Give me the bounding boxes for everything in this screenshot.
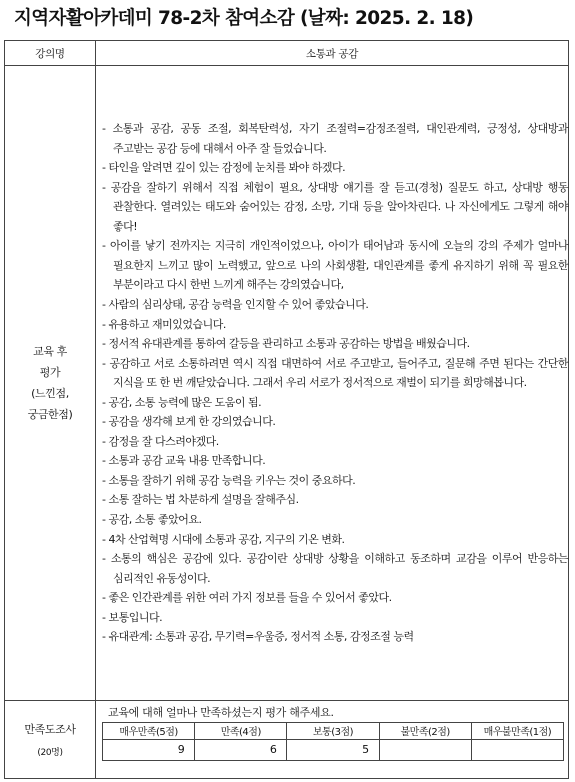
survey-question: 교육에 대해 얼마나 만족하셨는지 평가 해주세요.	[108, 705, 334, 719]
comment-item: - 사람의 심리상태, 공감 능력을 인지할 수 있어 좋았습니다.	[102, 298, 369, 311]
lecture-name-value: 소통과 공감	[96, 41, 569, 66]
comment-text: 타인을 알려면 깊이 있는 감정에 눈치를 봐야 하겠다.	[108, 161, 346, 175]
survey-header-cell: 보통(3점)	[287, 722, 379, 739]
survey-value-row	[103, 739, 564, 760]
survey-value-cell: 6	[195, 739, 287, 760]
evaluation-row	[5, 66, 569, 701]
comment-text: 유대관계: 소통과 공감, 무기력=우울증, 정서적 소통, 감정조절 능력	[108, 630, 414, 644]
comment-text: 아이를 낳기 전까지는 지극히 개인적이었으나, 아이가 태어남과 동시에 오늘의 강의 주제가 얼마나 필요한지 느끼고 많이 노력했고, 앞으로 나의 사회생활, 대인관계를 좋게 유지하기 위해 꼭 필요한 부분이라고 다시 한번 느끼게 해주는 강의였습니다,	[110, 239, 568, 292]
comment-item: - 좋은 인간관계를 위한 여러 가지 정보를 들을 수 있어서 좋았다.	[102, 591, 392, 605]
survey-row	[5, 700, 569, 778]
comment-text: 소통의 핵심은 공감에 있다. 공감이란 상대방 상황을 이해하고 동조하며 교감을 이루어 반응하는 심리적인 유동성이다.	[110, 552, 568, 585]
comment-item: - 타인을 알려면 깊이 있는 감정에 눈치를 봐야 하겠다.	[102, 161, 346, 175]
evaluation-label-line: 궁금한점)	[27, 407, 73, 421]
comment-item: - 4차 산업혁명 시대에 소통과 공감, 지구의 기온 변화.	[102, 532, 345, 546]
survey-header-row	[103, 722, 564, 739]
comment-item: - 정서적 유대관계를 통하여 갈등을 관리하고 소통과 공감하는 방법을 배웠습니다.	[102, 337, 470, 351]
survey-results-table	[102, 722, 564, 761]
comment-item: - 유용하고 재미있었습니다.	[102, 317, 226, 331]
comment-text: 정서적 유대관계를 통하여 갈등을 관리하고 소통과 공감하는 방법을 배웠습니다.	[108, 337, 470, 351]
comment-text: 공감, 소통 능력에 많은 도움이 됨.	[108, 395, 262, 409]
comment-text: 소통과 공감, 공동 조절, 회복탄력성, 자기 조절력=감정조절력, 대인관계력, 긍정성, 상대방과 주고받는 공감 등에 대해서 아주 잘 들었습니다.	[112, 122, 569, 155]
survey-header-cell: 매우불만족(1점)	[471, 722, 563, 739]
comment-item: - 보통입니다.	[102, 610, 163, 624]
comment-text: 소통과 공감 교육 내용 만족합니다.	[108, 454, 266, 468]
survey-header-cell: 만족(4점)	[195, 722, 287, 739]
comment-item: - 공감하고 서로 소통하려면 역시 직접 대면하여 서로 주고받고, 들어주고, 질문해 주면 된다는 간단한 지식을 또 한 번 깨닫았습니다. 그래서 우리 서로가 정서적으로 재벌이 되기를 희망해봅니다.	[102, 356, 568, 390]
evaluation-label-line: 평가	[39, 365, 61, 379]
comment-text: 공감하고 서로 소통하려면 역시 직접 대면하여 서로 주고받고, 들어주고, 질문해 주면 된다는 간단한 지식을 또 한 번 깨닫았습니다. 그래서 우리 서로가 정서적으로 재벌이 되기를 희망해봅니다.	[109, 356, 568, 390]
evaluation-label-line: 교육 후	[33, 344, 67, 358]
comment-item: - 공감을 잘하기 위해서 직접 체험이 필요, 상대방 얘기를 잘 듣고(경청) 질문도 하고, 상대방 행동 관찰한다. 열려있는 태도와 숨어있는 감정, 소망, 기대 등을 알아차린다. 나 자신에게도 그렇게 해야 좋다!	[102, 180, 568, 233]
comment-text: 유용하고 재미있었습니다.	[108, 317, 226, 331]
comment-text: 소통을 잘하기 위해 공감 능력을 키우는 것이 중요하다.	[108, 473, 356, 487]
document-title: 지역자활아카데미 78-2차 참여소감 (날짜: 2025. 2. 18)	[14, 8, 474, 29]
comment-text: 보통입니다.	[108, 610, 163, 624]
comment-item: - 소통과 공감, 공동 조절, 회복탄력성, 자기 조절력=감정조절력, 대인관계력, 긍정성, 상대방과 주고받는 공감 등에 대해서 아주 잘 들었습니다.	[102, 122, 569, 155]
survey-label	[5, 700, 96, 778]
comment-text: 사람의 심리상태, 공감 능력을 인지할 수 있어 좋았습니다.	[108, 298, 369, 311]
comment-item: - 아이를 낳기 전까지는 지극히 개인적이었으나, 아이가 태어남과 동시에 오늘의 강의 주제가 얼마나 필요한지 느끼고 많이 노력했고, 앞으로 나의 사회생활, 대인관계를 좋게 유지하기 위해 꼭 필요한 부분이라고 다시 한번 느끼게 해주는 강의였습니다,	[102, 239, 568, 292]
survey-header-cell: 불만족(2점)	[379, 722, 471, 739]
comment-item: - 유대관계: 소통과 공감, 무기력=우울증, 정서적 소통, 감정조절 능력	[102, 630, 414, 644]
survey-value-cell	[379, 739, 471, 760]
comment-item: - 공감을 생각해 보게 한 강의였습니다.	[102, 415, 276, 429]
survey-header-cell: 매우만족(5점)	[103, 722, 195, 739]
survey-count: (20명)	[37, 747, 63, 758]
comment-item: - 소통을 잘하기 위해 공감 능력을 키우는 것이 중요하다.	[102, 473, 356, 487]
survey-cell	[96, 700, 569, 778]
comment-text: 공감을 잘하기 위해서 직접 체험이 필요, 상대방 얘기를 잘 듣고(경청) 질문도 하고, 상대방 행동 관찰한다. 열려있는 태도와 숨어있는 감정, 소망, 기대 등을 알아차린다. 나 자신에게도 그렇게 해야 좋다!	[110, 180, 568, 233]
comment-text: 소통 잘하는 법 차분하게 설명을 잘해주심.	[108, 493, 299, 507]
comment-item: - 소통의 핵심은 공감에 있다. 공감이란 상대방 상황을 이해하고 동조하며 교감을 이루어 반응하는 심리적인 유동성이다.	[102, 552, 568, 585]
evaluation-label	[5, 66, 96, 701]
survey-value-cell	[471, 739, 563, 760]
comments-cell	[96, 66, 569, 701]
comments-list	[96, 119, 568, 647]
comment-text: 공감, 소통 좋았어요.	[108, 513, 202, 527]
comment-item: - 공감, 소통 좋았어요.	[102, 513, 202, 527]
lecture-name-label: 강의명	[5, 41, 96, 66]
comment-text: 4차 산업혁명 시대에 소통과 공감, 지구의 기온 변화.	[108, 532, 345, 546]
comment-text: 감정을 잘 다스려야겠다.	[108, 434, 219, 448]
feedback-table	[4, 40, 569, 779]
header-row	[5, 41, 569, 66]
comment-text: 좋은 인간관계를 위한 여러 가지 정보를 들을 수 있어서 좋았다.	[108, 591, 392, 605]
comment-item: - 공감, 소통 능력에 많은 도움이 됨.	[102, 395, 262, 409]
comment-item: - 감정을 잘 다스려야겠다.	[102, 434, 219, 448]
survey-value-cell: 9	[103, 739, 195, 760]
comment-item: - 소통 잘하는 법 차분하게 설명을 잘해주심.	[102, 493, 299, 507]
evaluation-label-line: (느낀점,	[31, 386, 69, 400]
survey-label-text: 만족도조사	[24, 722, 76, 736]
comment-text: 공감을 생각해 보게 한 강의였습니다.	[108, 415, 276, 429]
survey-value-cell: 5	[287, 739, 379, 760]
comment-item: - 소통과 공감 교육 내용 만족합니다.	[102, 454, 266, 468]
